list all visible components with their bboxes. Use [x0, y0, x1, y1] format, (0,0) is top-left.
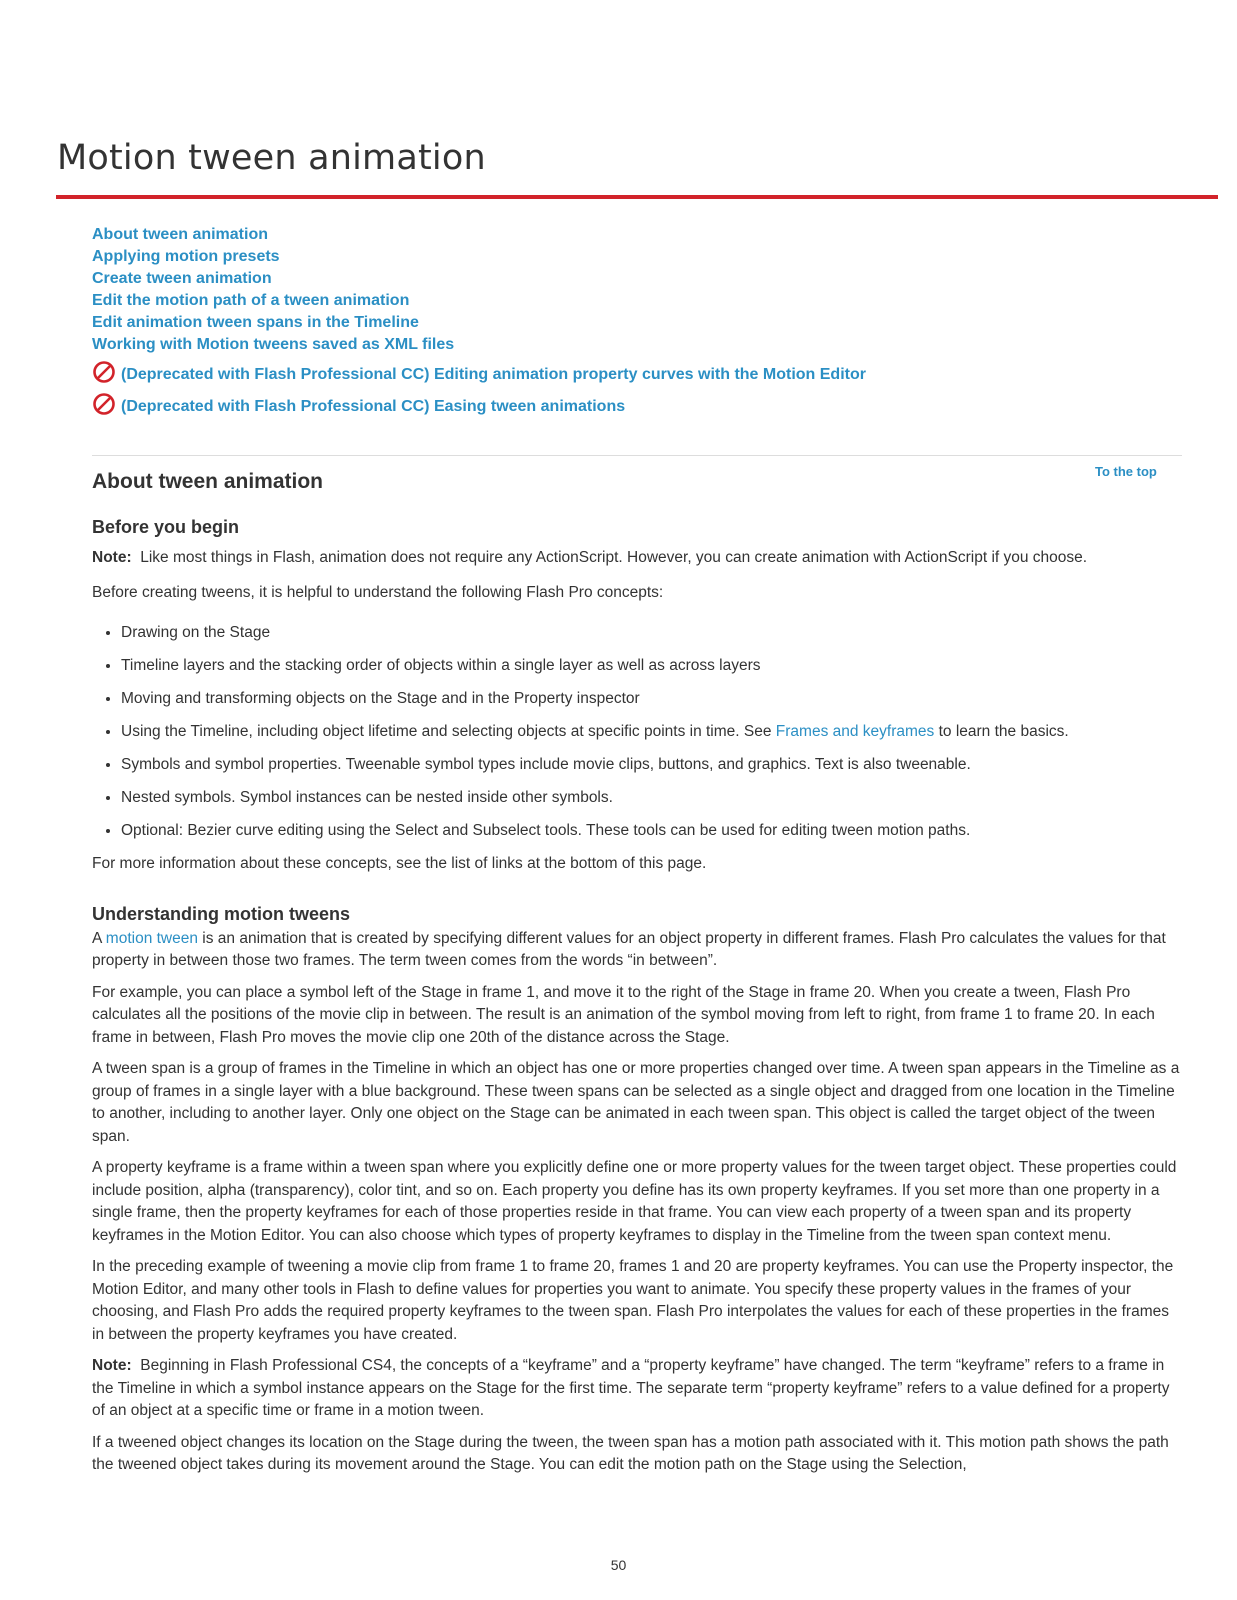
list-item: • Nested symbols. Symbol instances can be nested inside other symbols. — [121, 787, 1182, 809]
note-label: Note: — [92, 549, 132, 566]
list-item: • Optional: Bezier curve editing using the Select and Subselect tools. These tools can be used for editing tween motion paths. — [121, 820, 1182, 842]
subheading-before: Before you begin — [92, 517, 240, 537]
title-rule — [56, 195, 1218, 199]
list-item: • Symbols and symbol properties. Tweenable symbol types include movie clips, buttons, and graphics. Text is also tweenable. — [121, 754, 1182, 776]
note-text: Beginning in Flash Professional CS4, the concepts of a “keyframe” and a “property keyframe” have changed. The term “keyframe” refers to a frame in the Timeline in which a symbol instance appears on the Stage for the first time. The separate term “property keyframe” refers to a value defined for a property of an object at a specific time or frame in a motion tween. — [92, 1357, 1170, 1419]
page-number: 50 — [610, 1557, 627, 1573]
paragraph: For example, you can place a symbol left of the Stage in frame 1, and move it to the right of the Stage in frame 20. When you create a tween, Flash Pro calculates all the positions of the movie clip in between. The result is an animation of the symbol moving from left to right, from frame 1 to frame 20. In each frame in between, Flash Pro moves the movie clip one 20th of the distance across the Stage. — [92, 983, 1155, 1046]
list-item: • Drawing on the Stage — [121, 622, 1182, 644]
paragraph-text: is an animation that is created by specifying different values for an object property in different frames. Flash Pro calculates the values for that property in between those two frames. The term tween comes from the words “in between”. — [92, 929, 1166, 969]
intro-paragraph: Before creating tweens, it is helpful to understand the following Flash Pro concepts: — [92, 583, 664, 601]
list-item: • Timeline layers and the stacking order of objects within a single layer as well as across layers — [121, 655, 1182, 677]
toc-link-easing[interactable]: (Deprecated with Flash Professional CC) Easing tween animations — [121, 398, 626, 415]
no-entry-icon — [92, 360, 116, 384]
toc-deprecated-item — [92, 394, 1192, 420]
paragraph: If a tweened object changes its location on the Stage during the tween, the tween span has a motion path associated with it. This motion path shows the path the tweened object takes during its movement around the Stage. You can edit the motion path on the Stage using the Selection, — [92, 1433, 1169, 1473]
page-title: Motion tween animation — [57, 138, 486, 178]
more-info-paragraph: For more information about these concepts, see the list of links at the bottom of this page. — [92, 855, 707, 872]
section-heading: About tween animation — [92, 470, 323, 493]
toc-link-create[interactable]: Create tween animation — [92, 270, 272, 287]
toc-link-about[interactable]: About tween animation — [92, 226, 268, 243]
motion-tween-link[interactable]: motion tween — [105, 929, 198, 947]
toc-link-presets[interactable]: Applying motion presets — [92, 248, 280, 265]
paragraph: A tween span is a group of frames in the Timeline in which an object has one or more properties changed over time. A tween span appears in the Timeline as a group of frames in a single layer with a blue background. These tween spans can be selected as a single object and dragged from one location in the Timeline to another, including to another layer. Only one object on the Stage can be animated in each tween span. This object is called the target object of the tween span. — [92, 1060, 1180, 1145]
concepts-list — [92, 622, 1182, 842]
frames-keyframes-link[interactable]: Frames and keyframes — [775, 723, 935, 740]
list-item — [121, 721, 1182, 743]
table-of-contents — [92, 224, 1192, 420]
toc-link-xml[interactable]: Working with Motion tweens saved as XML files — [92, 336, 455, 353]
note-paragraph — [92, 1355, 1182, 1423]
list-item: • Moving and transforming objects on the Stage and in the Property inspector — [121, 688, 1182, 710]
paragraph — [92, 928, 1182, 973]
subheading-understanding: Understanding motion tweens — [92, 903, 351, 924]
note-label: Note: — [92, 1357, 132, 1374]
to-the-top-link[interactable]: To the top — [1095, 464, 1157, 479]
toc-link-motion-path[interactable]: Edit the motion path of a tween animation — [92, 292, 410, 309]
list-item-text: to learn the basics. — [934, 723, 1069, 740]
toc-deprecated-item — [92, 362, 1192, 388]
list-item-text: Using the Timeline, including object lifetime and selecting objects at specific points in time. See — [121, 723, 776, 740]
paragraph: A property keyframe is a frame within a tween span where you explicitly define one or more property values for the tween target object. These properties could include position, alpha (transparency), color tint, and so on. Each property you define has its own property keyframes. If you set more than one property in a single frame, then the property keyframes for each of those properties reside in that frame. You can view each property of a tween span and its property keyframes in the Motion Editor. You can also choose which types of property keyframes to display in the Timeline from the tween span context menu. — [92, 1159, 1177, 1244]
paragraph: In the preceding example of tweening a movie clip from frame 1 to frame 20, frames 1 and 20 are property keyframes. You can use the Property inspector, the Motion Editor, and many other tools in Flash to define values for properties you want to animate. You specify these property values in the frames of your choosing, and Flash Pro adds the required property keyframes to the tween span. Flash Pro interpolates the values for each of these properties in the frames in between the property keyframes you have created. — [92, 1258, 1174, 1343]
no-entry-icon — [92, 392, 116, 416]
note-text: Like most things in Flash, animation does not require any ActionScript. However, you can create animation with ActionScript if you choose. — [140, 549, 1088, 566]
note-paragraph — [92, 547, 1182, 570]
toc-link-motion-editor[interactable]: (Deprecated with Flash Professional CC) Editing animation property curves with the Motion Editor — [121, 366, 866, 383]
paragraph-text: A — [92, 929, 106, 947]
section-divider — [92, 455, 1182, 456]
toc-link-tween-spans[interactable]: Edit animation tween spans in the Timeline — [92, 314, 419, 331]
